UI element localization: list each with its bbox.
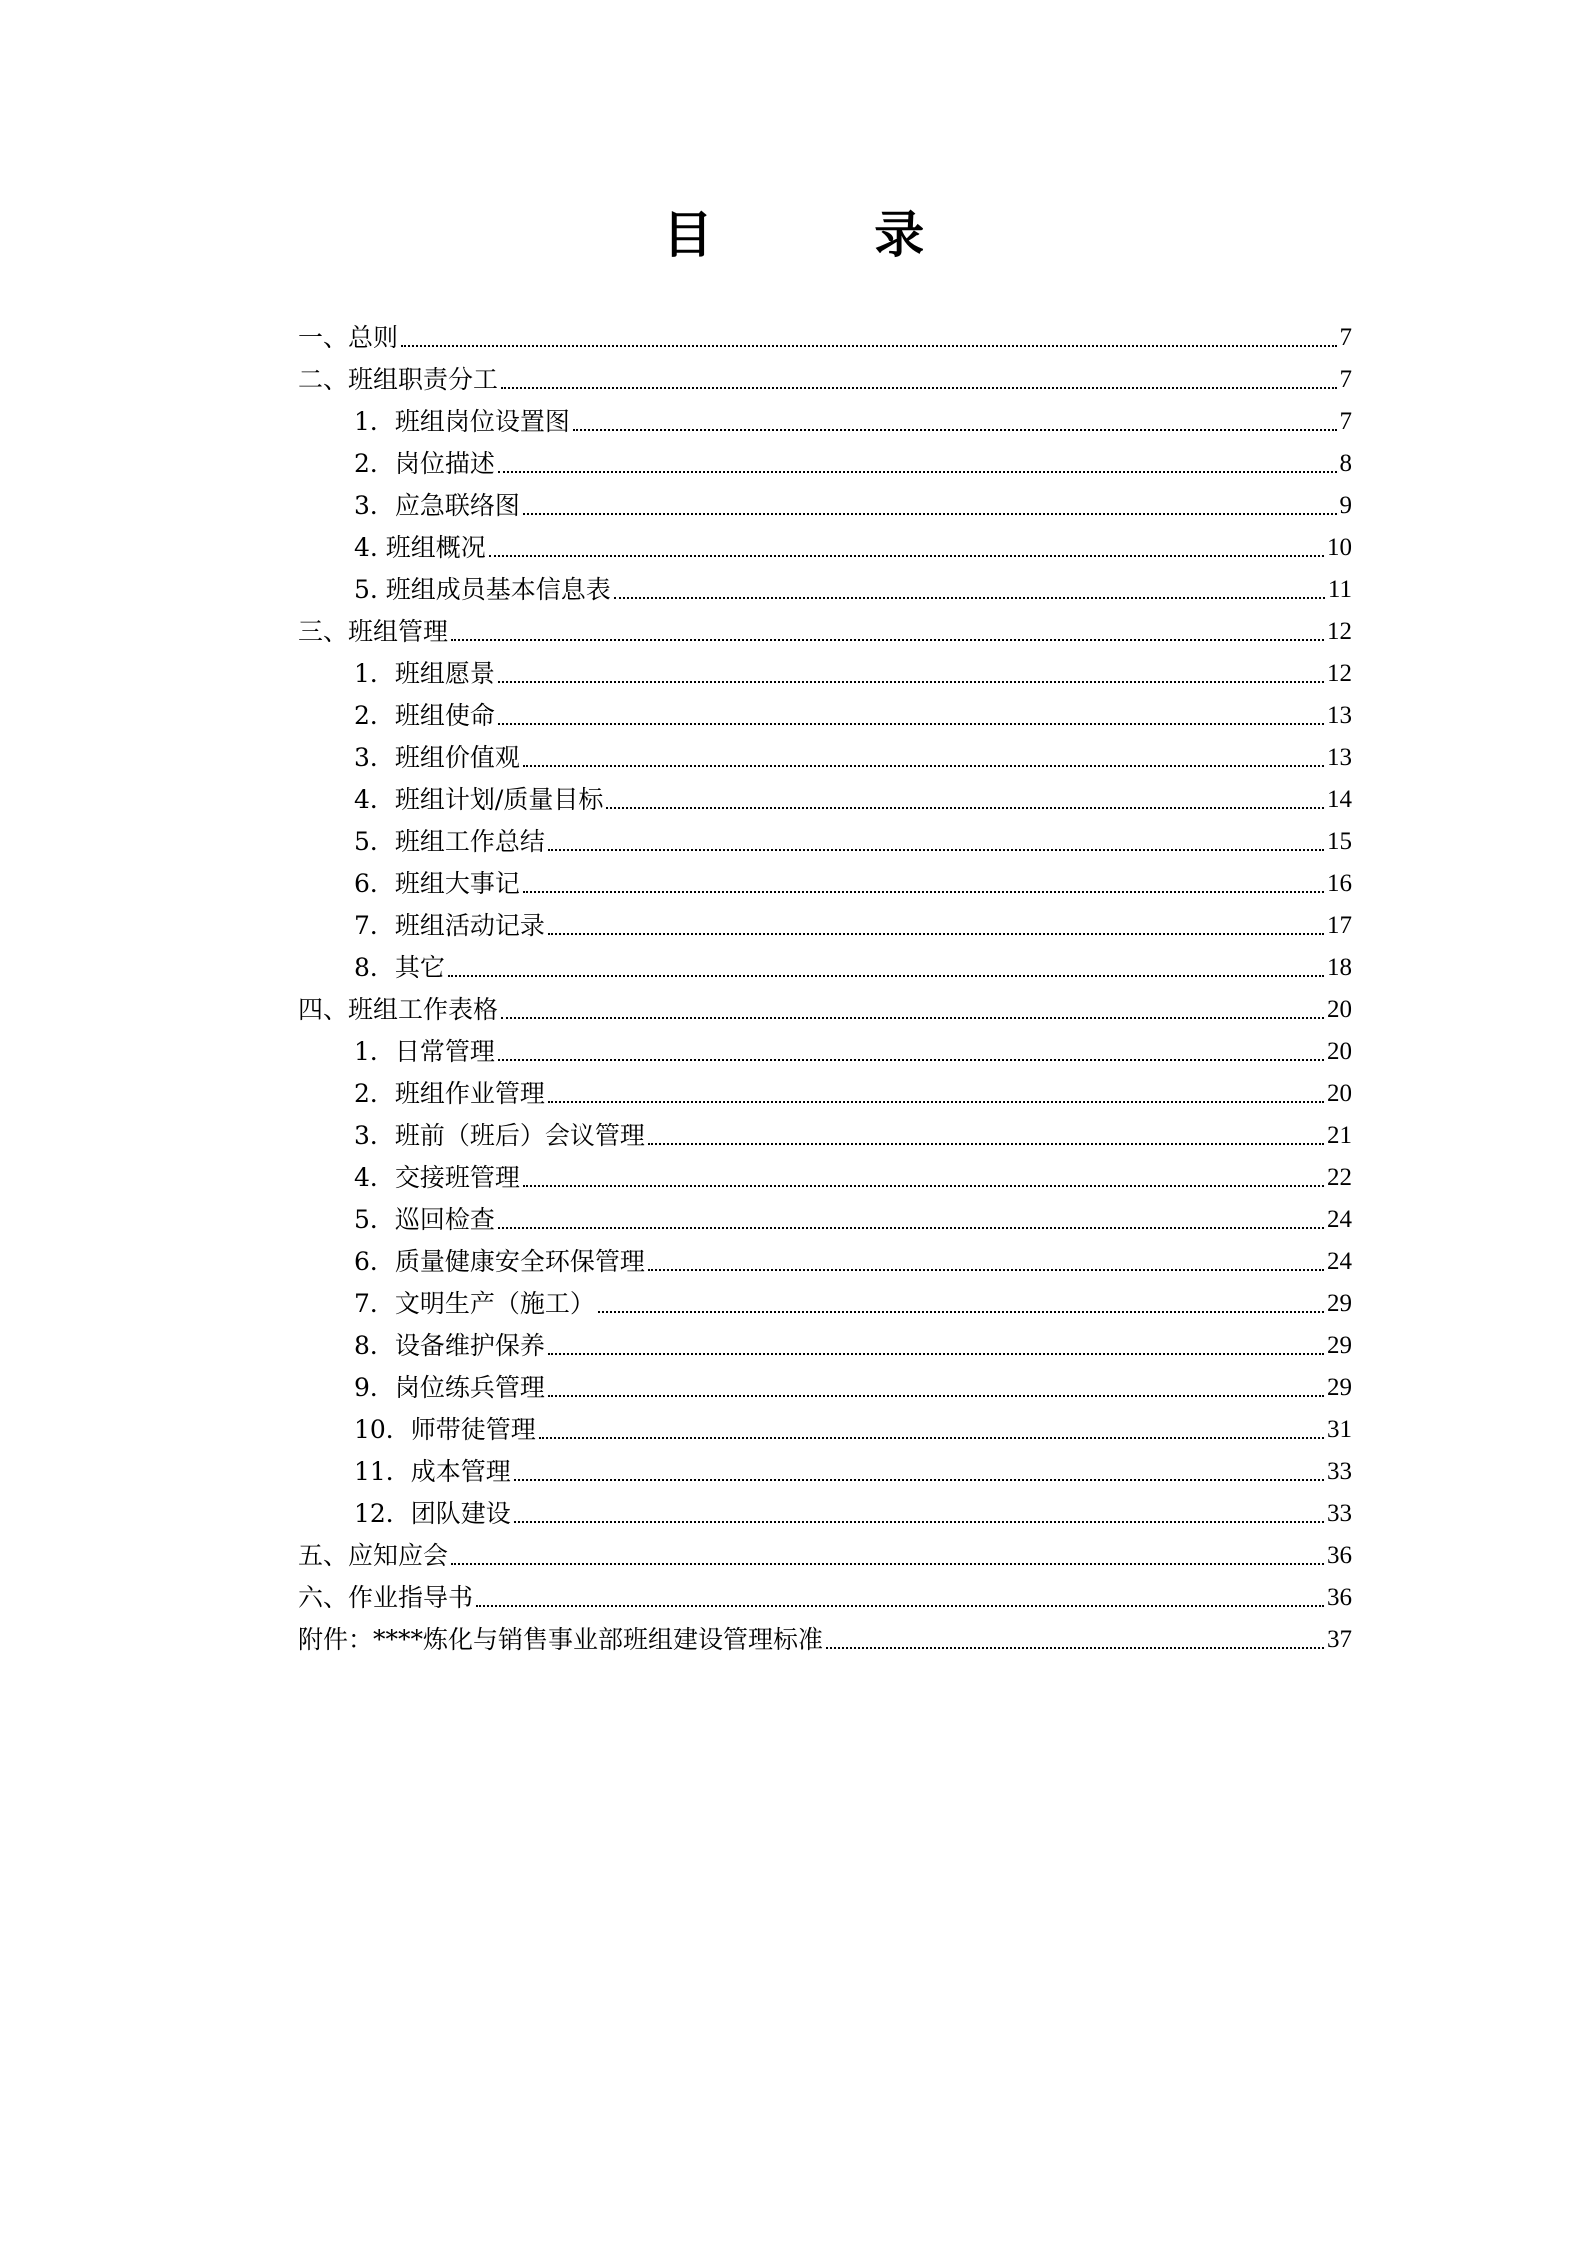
toc-entry-label: 二、班组职责分工 [298,365,499,394]
toc-dot-leader [514,1479,1324,1481]
toc-entry[interactable] [298,1283,1352,1325]
toc-entry-label: 5. 班组成员基本信息表 [354,575,611,604]
toc-entry-page-number: 13 [1327,744,1352,771]
toc-entry-label: 一、总则 [298,323,399,352]
toc-entry-page-number: 36 [1327,1584,1352,1611]
toc-entry[interactable] [298,1451,1352,1493]
toc-dot-leader [598,1311,1324,1313]
toc-entry-page-number: 20 [1327,1038,1352,1065]
toc-entry[interactable] [298,1493,1352,1535]
toc-entry[interactable] [298,1157,1352,1199]
toc-entry[interactable] [298,485,1352,527]
toc-entry-page-number: 13 [1327,702,1352,729]
toc-dot-leader [498,1059,1324,1061]
toc-entry[interactable] [298,443,1352,485]
toc-dot-leader [548,1353,1324,1355]
toc-entry[interactable] [298,317,1352,359]
toc-dot-leader [606,807,1324,809]
toc-entry[interactable] [298,1325,1352,1367]
toc-entry-page-number: 21 [1327,1122,1352,1149]
toc-dot-leader [539,1437,1324,1439]
toc-dot-leader [548,933,1324,935]
toc-entry[interactable] [298,1115,1352,1157]
toc-entry-page-number: 15 [1327,828,1352,855]
toc-entry-page-number: 20 [1327,1080,1352,1107]
toc-entry[interactable] [298,779,1352,821]
toc-dot-leader [498,723,1324,725]
toc-dot-leader [573,429,1337,431]
toc-entry[interactable] [298,1241,1352,1283]
toc-entry[interactable] [298,527,1352,569]
toc-entry-label: 五、应知应会 [298,1541,449,1570]
toc-entry[interactable] [298,1409,1352,1451]
toc-dot-leader [523,891,1324,893]
toc-entry-label: 5．巡回检查 [354,1205,495,1234]
toc-entry-page-number: 12 [1327,618,1352,645]
toc-dot-leader [523,765,1324,767]
toc-entry-page-number: 33 [1327,1500,1352,1527]
toc-entry[interactable] [298,401,1352,443]
toc-entry-label: 1．班组岗位设置图 [354,407,570,436]
toc-entry-label: 10．师带徒管理 [354,1415,536,1444]
toc-dot-leader [451,1563,1324,1565]
toc-entry[interactable] [298,569,1352,611]
toc-dot-leader [498,471,1337,473]
toc-dot-leader [498,681,1324,683]
toc-dot-leader [514,1521,1324,1523]
toc-dot-leader [489,555,1324,557]
toc-list [298,317,1352,1661]
toc-dot-leader [498,1227,1324,1229]
toc-entry-label: 六、作业指导书 [298,1583,474,1612]
toc-entry-page-number: 9 [1339,492,1352,519]
toc-entry[interactable] [298,1577,1352,1619]
toc-entry-page-number: 7 [1339,366,1352,393]
toc-entry-page-number: 17 [1327,912,1352,939]
toc-entry-page-number: 33 [1327,1458,1352,1485]
toc-entry-label: 3．应急联络图 [354,491,520,520]
toc-entry-page-number: 7 [1339,408,1352,435]
toc-entry[interactable] [298,821,1352,863]
toc-dot-leader [501,387,1336,389]
toc-entry-page-number: 24 [1327,1248,1352,1275]
toc-dot-leader [614,597,1325,599]
toc-entry-page-number: 36 [1327,1542,1352,1569]
toc-entry[interactable] [298,1031,1352,1073]
toc-entry-page-number: 10 [1327,534,1352,561]
toc-entry-label: 4．班组计划/质量目标 [354,785,604,814]
toc-entry[interactable] [298,989,1352,1031]
toc-dot-leader [648,1269,1324,1271]
toc-dot-leader [476,1605,1324,1607]
toc-entry[interactable] [298,737,1352,779]
toc-entry-page-number: 22 [1327,1164,1352,1191]
toc-entry-label: 5．班组工作总结 [354,827,545,856]
toc-entry-label: 1．班组愿景 [354,659,495,688]
toc-entry[interactable] [298,1535,1352,1577]
toc-entry-page-number: 29 [1327,1332,1352,1359]
toc-entry[interactable] [298,611,1352,653]
toc-entry-page-number: 7 [1339,324,1352,351]
toc-entry-label: 11．成本管理 [354,1457,511,1486]
toc-entry-page-number: 11 [1327,576,1352,603]
toc-entry-page-number: 24 [1327,1206,1352,1233]
toc-dot-leader [401,345,1336,347]
toc-entry-label: 4. 班组概况 [354,533,486,562]
toc-entry-page-number: 18 [1327,954,1352,981]
toc-entry[interactable] [298,863,1352,905]
toc-dot-leader [548,1395,1324,1397]
toc-entry-label: 6．班组大事记 [354,869,520,898]
toc-dot-leader [451,639,1324,641]
toc-entry-page-number: 16 [1327,870,1352,897]
toc-entry[interactable] [298,1367,1352,1409]
toc-entry-label: 4．交接班管理 [354,1163,520,1192]
toc-entry-page-number: 31 [1327,1416,1352,1443]
toc-entry[interactable] [298,359,1352,401]
toc-dot-leader [548,1101,1324,1103]
toc-entry-page-number: 29 [1327,1290,1352,1317]
toc-dot-leader [523,1185,1324,1187]
toc-entry[interactable] [298,947,1352,989]
toc-entry-label: 2．班组作业管理 [354,1079,545,1108]
toc-entry-label: 8．其它 [354,953,445,982]
toc-entry-label: 8．设备维护保养 [354,1331,545,1360]
toc-entry[interactable] [298,1073,1352,1115]
toc-entry-label: 四、班组工作表格 [298,995,499,1024]
toc-entry[interactable] [298,1619,1352,1661]
toc-title: 目 录 [662,206,997,264]
toc-entry-label: 12．团队建设 [354,1499,511,1528]
toc-entry-page-number: 12 [1327,660,1352,687]
toc-entry-label: 7．班组活动记录 [354,911,545,940]
toc-entry-label: 3．班组价值观 [354,743,520,772]
toc-dot-leader [448,975,1324,977]
toc-entry[interactable] [298,695,1352,737]
toc-entry-label: 3．班前（班后）会议管理 [354,1121,645,1150]
toc-entry-label: 6．质量健康安全环保管理 [354,1247,645,1276]
toc-dot-leader [826,1647,1324,1649]
toc-dot-leader [648,1143,1324,1145]
toc-entry[interactable] [298,905,1352,947]
toc-entry-label: 1．日常管理 [354,1037,495,1066]
toc-entry[interactable] [298,1199,1352,1241]
toc-entry[interactable] [298,653,1352,695]
toc-entry-label: 三、班组管理 [298,617,449,646]
toc-entry-page-number: 20 [1327,996,1352,1023]
toc-entry-label: 附件：****炼化与销售事业部班组建设管理标准 [298,1625,824,1654]
toc-entry-label: 9．岗位练兵管理 [354,1373,545,1402]
toc-dot-leader [523,513,1337,515]
toc-dot-leader [548,849,1324,851]
toc-entry-page-number: 37 [1327,1626,1352,1653]
toc-entry-page-number: 29 [1327,1374,1352,1401]
toc-dot-leader [501,1017,1324,1019]
toc-entry-label: 7．文明生产（施工） [354,1289,595,1318]
toc-entry-label: 2．岗位描述 [354,449,495,478]
toc-entry-page-number: 14 [1327,786,1352,813]
toc-entry-page-number: 8 [1339,450,1352,477]
toc-entry-label: 2．班组使命 [354,701,495,730]
